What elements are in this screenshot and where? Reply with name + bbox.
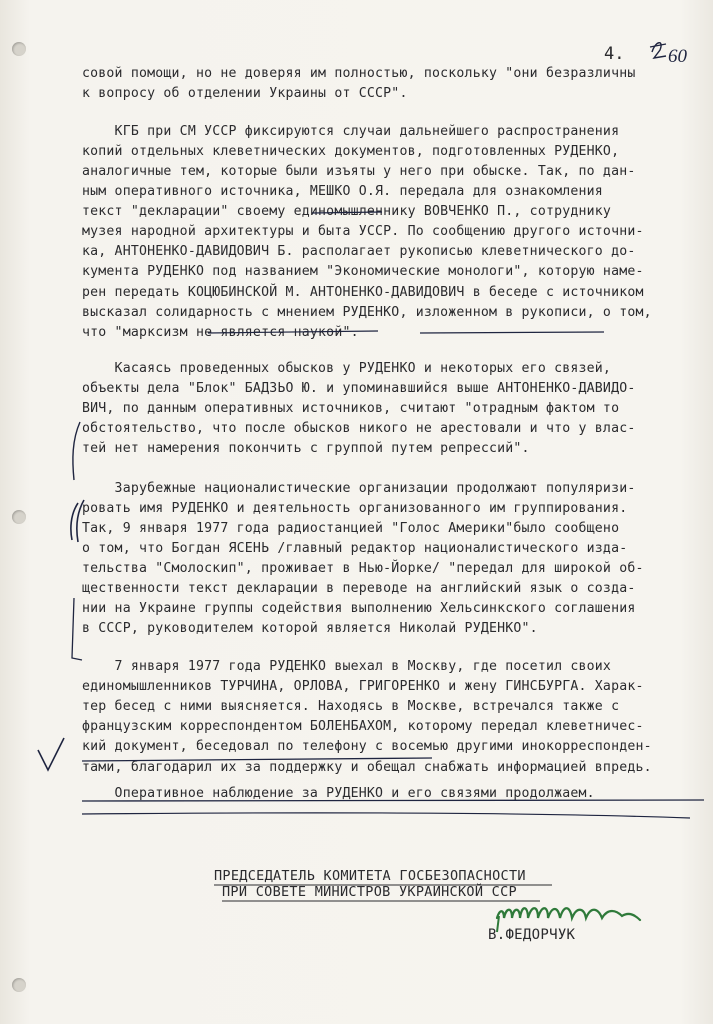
body-line: музея народной архитектуры и быта УССР. По сообщению другого источни-: [82, 224, 644, 239]
check-mark-icon: [38, 738, 64, 770]
body-line: Зарубежные националистические организации продолжают популяризи-: [82, 481, 636, 496]
signatory-name: В.ФЕДОРЧУК: [488, 927, 576, 943]
body-line: Так, 9 января 1977 года радиостанцией "Голос Америки"было сообщено: [82, 521, 620, 536]
pen-underline: [82, 813, 690, 818]
body-line: французским корреспондентом БОЛЕНБАХОМ, которому передал клеветничес-: [82, 719, 644, 734]
margin-bracket: [72, 598, 82, 660]
body-line: кумента РУДЕНКО под названием "Экономические монологи", которую наме-: [82, 264, 644, 279]
body-line: кий документ, беседовал по телефону с восемью другими инокорреспонден-: [82, 739, 652, 754]
body-line: высказал солидарность с мнением РУДЕНКО, изложенном в рукописи, о том,: [82, 305, 652, 320]
body-line: объекты дела "Блок" БАДЗЬО Ю. и упоминавшийся выше АНТОНЕНКО-ДАВИДО-: [82, 381, 636, 396]
body-line: 7 января 1977 года РУДЕНКО выехал в Москву, где посетил своих: [82, 659, 612, 674]
body-line: тей нет намерения покончить с группой путем репрессий".: [82, 441, 530, 456]
body-line: копий отдельных клеветнических документов, подготовленных РУДЕНКО,: [82, 144, 620, 159]
body-line: к вопросу об отделении Украины от СССР".: [82, 86, 408, 101]
handwritten-folio-text: 60: [668, 46, 687, 67]
body-line: тами, благодарил их за поддержку и обещал снабжать информацией впредь.: [82, 760, 652, 775]
signatory-title-line-2: ПРИ СОВЕТЕ МИНИСТРОВ УКРАИНСКОЙ ССР: [222, 884, 517, 900]
body-line: единомышленников ТУРЧИНА, ОРЛОВА, ГРИГОРЕНКО и жену ГИНСБУРГА. Харак-: [82, 679, 644, 694]
body-line: аналогичные тем, которые были изъяты у него при обыске. Так, по дан-: [82, 164, 636, 179]
page-number: 4.: [604, 44, 625, 64]
body-line: ровать имя РУДЕНКО и деятельность организованного им группирования.: [82, 501, 628, 516]
body-line: рен передать КОЦЮБИНСКОЙ М. АНТОНЕНКО-ДАВИДОВИЧ в беседе с источником: [82, 285, 644, 300]
body-line: Оперативное наблюдение за РУДЕНКО и его связями продолжаем.: [82, 786, 595, 801]
margin-bracket: [73, 422, 80, 480]
body-line: ным оперативного источника, МЕШКО О.Я. передала для ознакомления: [82, 184, 603, 199]
body-line: в СССР, руководителем которой является Николай РУДЕНКО".: [82, 621, 538, 636]
body-line: что "марксизм не является наукой".: [82, 325, 359, 340]
signatory-title-line-1: ПРЕДСЕДАТЕЛЬ КОМИТЕТА ГОСБЕЗОПАСНОСТИ: [214, 868, 526, 884]
body-line: щественности текст декларации в переводе на английский язык о созда-: [82, 581, 636, 596]
body-line: обстоятельство, что после обысков никого не арестовали и что у влас-: [82, 421, 636, 436]
binder-hole: [12, 510, 26, 524]
binder-hole: [12, 978, 26, 992]
handwritten-folio: [646, 34, 706, 68]
body-line: о том, что Богдан ЯСЕНЬ /главный редактор националистического изда-: [82, 541, 628, 556]
body-line: ка, АНТОНЕНКО-ДАВИДОВИЧ Б. располагает рукописью клеветнического до-: [82, 244, 636, 259]
pen-underline: [420, 332, 604, 333]
body-line: тер бесед с ними выясняется. Находясь в Москве, встречался также с: [82, 699, 620, 714]
body-line: текст "декларации" своему единомышленнику ВОВЧЕНКО П., сотруднику: [82, 204, 612, 219]
body-line: тельства "Смолоскип", проживает в Нью-Йорке/ "передал для широкой об-: [82, 561, 644, 576]
body-line: совой помощи, но не доверяя им полностью, поскольку "они безразличны: [82, 66, 636, 81]
handwritten-signature: [497, 908, 640, 920]
body-line: КГБ при СМ УССР фиксируются случаи дальнейшего распространения: [82, 124, 620, 139]
body-line: Касаясь проведенных обысков у РУДЕНКО и некоторых его связей,: [82, 361, 612, 376]
margin-bracket: [71, 503, 78, 540]
body-line: ВИЧ, по данным оперативных источников, считают "отрадным фактом то: [82, 401, 620, 416]
body-line: нии на Украине группы содействия выполнению Хельсинкского соглашения: [82, 601, 636, 616]
binder-hole: [12, 42, 26, 56]
